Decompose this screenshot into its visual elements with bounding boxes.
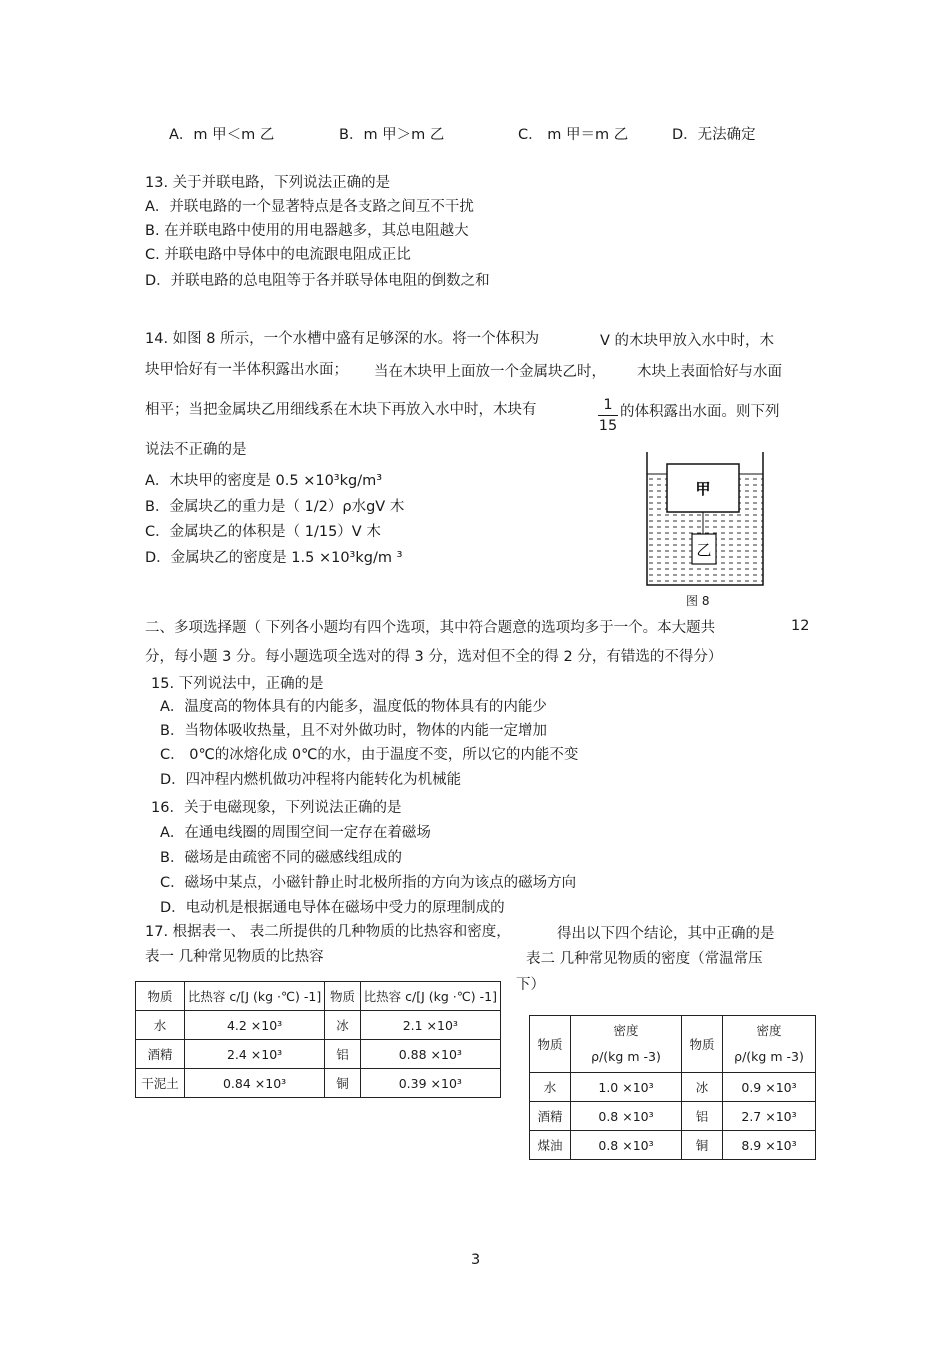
density-label: 密度: [756, 1023, 782, 1038]
table-cell: 酒精: [530, 1102, 571, 1131]
table-cell: 水: [530, 1073, 571, 1102]
q17-stem-b: 得出以下四个结论，其中正确的是: [557, 926, 775, 942]
label-jia: 甲: [695, 480, 711, 498]
page-number: 3: [471, 1252, 481, 1268]
q15-option-b: B．当物体吸收热量，且不对外做功时，物体的内能一定增加: [160, 723, 547, 739]
table-cell: 冰: [682, 1073, 723, 1102]
q12-option-c: C． m 甲＝m 乙: [518, 127, 629, 143]
table-cell: 铝: [682, 1102, 723, 1131]
table-cell: 水: [136, 1011, 185, 1040]
q14-line2a: 块甲恰好有一半体积露出水面；: [145, 362, 348, 378]
q14-fraction: [598, 396, 618, 435]
figure-8-water-tank: [640, 452, 770, 590]
q14-option-a: A．木块甲的密度是 0.5 ×10³kg/m³: [145, 473, 383, 489]
table-header-cell: 比热容 c/[J (kg ·℃) -1]: [184, 982, 324, 1011]
table-header-cell: 物质: [682, 1016, 723, 1073]
table-header-cell: [571, 1016, 682, 1073]
table-cell: 0.39 ×10³: [360, 1069, 500, 1098]
table-cell: 干泥土: [136, 1069, 185, 1098]
q16-option-d: D．电动机是根据通电导体在磁场中受力的原理制成的: [160, 900, 505, 916]
table-cell: 酒精: [136, 1040, 185, 1069]
table-cell: 铜: [682, 1131, 723, 1160]
q14-line3b: 的体积露出水面。则下列: [620, 404, 780, 420]
density-unit: ρ/(kg m -3): [734, 1049, 804, 1064]
table-row: [136, 1011, 501, 1040]
fraction-bar: [598, 415, 618, 416]
section2-line2: 分，每小题 3 分。每小题选项全选对的得 3 分，选对但不全的得 2 分，有错选的不得分）: [145, 649, 723, 665]
table2-title-a: 表二 几种常见物质的密度（常温常压: [526, 951, 763, 967]
q17-stem-a: 17. 根据表一、 表二所提供的几种物质的比热容和密度，: [145, 924, 511, 940]
table-header-row: [530, 1016, 816, 1073]
table-cell: 0.88 ×10³: [360, 1040, 500, 1069]
table-header-cell: 比热容 c/[J (kg ·℃) -1]: [360, 982, 500, 1011]
table-cell: 铜: [325, 1069, 360, 1098]
figure-caption: 图 8: [686, 594, 710, 608]
q15-option-a: A．温度高的物体具有的内能多，温度低的物体具有的内能少: [160, 699, 547, 715]
q14-option-c: C．金属块乙的体积是（ 1/15）V 木: [145, 524, 381, 540]
q14-line2c: 木块上表面恰好与水面: [637, 364, 782, 380]
table-row: [530, 1073, 816, 1102]
table-cell: 0.9 ×10³: [723, 1073, 816, 1102]
table-cell: 0.8 ×10³: [571, 1102, 682, 1131]
table-row: [530, 1131, 816, 1160]
table-cell: 煤油: [530, 1131, 571, 1160]
fraction-denominator: 15: [598, 418, 618, 434]
table-cell: 1.0 ×10³: [571, 1073, 682, 1102]
table-cell: 8.9 ×10³: [723, 1131, 816, 1160]
q16-option-b: B．磁场是由疏密不同的磁感线组成的: [160, 850, 402, 866]
section2-line1b: 12: [791, 618, 810, 634]
q14-line1b: V 的木块甲放入水中时，木: [600, 333, 775, 349]
table1-specific-heat: [135, 981, 501, 1098]
q14-line4: 说法不正确的是: [145, 442, 247, 458]
q16-stem: 16．关于电磁现象，下列说法正确的是: [151, 800, 402, 816]
table1-title: 表一 几种常见物质的比热容: [145, 949, 324, 965]
q15-option-d: D．四冲程内燃机做功冲程将内能转化为机械能: [160, 772, 462, 788]
q12-option-d: D．无法确定: [672, 127, 756, 143]
table-cell: 2.1 ×10³: [360, 1011, 500, 1040]
q13-option-c: C. 并联电路中导体中的电流跟电阻成正比: [145, 247, 411, 263]
table-cell: 2.4 ×10³: [184, 1040, 324, 1069]
table-header-cell: [723, 1016, 816, 1073]
table-cell: 0.8 ×10³: [571, 1131, 682, 1160]
label-yi: 乙: [696, 541, 712, 559]
q13-option-b: B. 在并联电路中使用的用电器越多，其总电阻越大: [145, 223, 469, 239]
table-header-row: [136, 982, 501, 1011]
table-header-cell: 物质: [325, 982, 360, 1011]
table-row: [136, 1040, 501, 1069]
q15-option-c: C． 0℃的冰熔化成 0℃的水，由于温度不变，所以它的内能不变: [160, 747, 579, 763]
q15-stem: 15. 下列说法中，正确的是: [151, 676, 324, 692]
table-row: [530, 1102, 816, 1131]
table2-density: [529, 1015, 816, 1160]
q14-line3a: 相平；当把金属块乙用细线系在木块下再放入水中时，木块有: [145, 402, 537, 418]
q13-stem: 13. 关于并联电路，下列说法正确的是: [145, 175, 391, 191]
q14-option-d: D．金属块乙的密度是 1.5 ×10³kg/m ³: [145, 550, 403, 566]
density-unit: ρ/(kg m -3): [591, 1049, 661, 1064]
q14-option-b: B．金属块乙的重力是（ 1/2）ρ水gV 木: [145, 499, 405, 515]
table-cell: 4.2 ×10³: [184, 1011, 324, 1040]
section2-line1a: 二、多项选择题（ 下列各小题均有四个选项，其中符合题意的选项均多于一个。本大题共: [145, 620, 716, 636]
fraction-numerator: 1: [603, 397, 613, 413]
q14-line1a: 14. 如图 8 所示，一个水槽中盛有足够深的水。将一个体积为: [145, 331, 540, 347]
density-label: 密度: [613, 1023, 639, 1038]
q16-option-c: C．磁场中某点，小磁针静止时北极所指的方向为该点的磁场方向: [160, 875, 577, 891]
q12-option-a: A．m 甲＜m 乙: [169, 127, 275, 143]
q12-option-b: B．m 甲＞m 乙: [339, 127, 445, 143]
table-cell: 铝: [325, 1040, 360, 1069]
table-header-cell: 物质: [530, 1016, 571, 1073]
q14-line2b: 当在木块甲上面放一个金属块乙时，: [374, 364, 606, 380]
table2-title-b: 下）: [516, 977, 545, 993]
table-cell: 冰: [325, 1011, 360, 1040]
table-header-cell: 物质: [136, 982, 185, 1011]
q13-option-a: A．并联电路的一个显著特点是各支路之间互不干扰: [145, 199, 474, 215]
q13-option-d: D．并联电路的总电阻等于各并联导体电阻的倒数之和: [145, 273, 490, 289]
q16-option-a: A．在通电线圈的周围空间一定存在着磁场: [160, 825, 431, 841]
table-cell: 0.84 ×10³: [184, 1069, 324, 1098]
table-row: [136, 1069, 501, 1098]
table-cell: 2.7 ×10³: [723, 1102, 816, 1131]
